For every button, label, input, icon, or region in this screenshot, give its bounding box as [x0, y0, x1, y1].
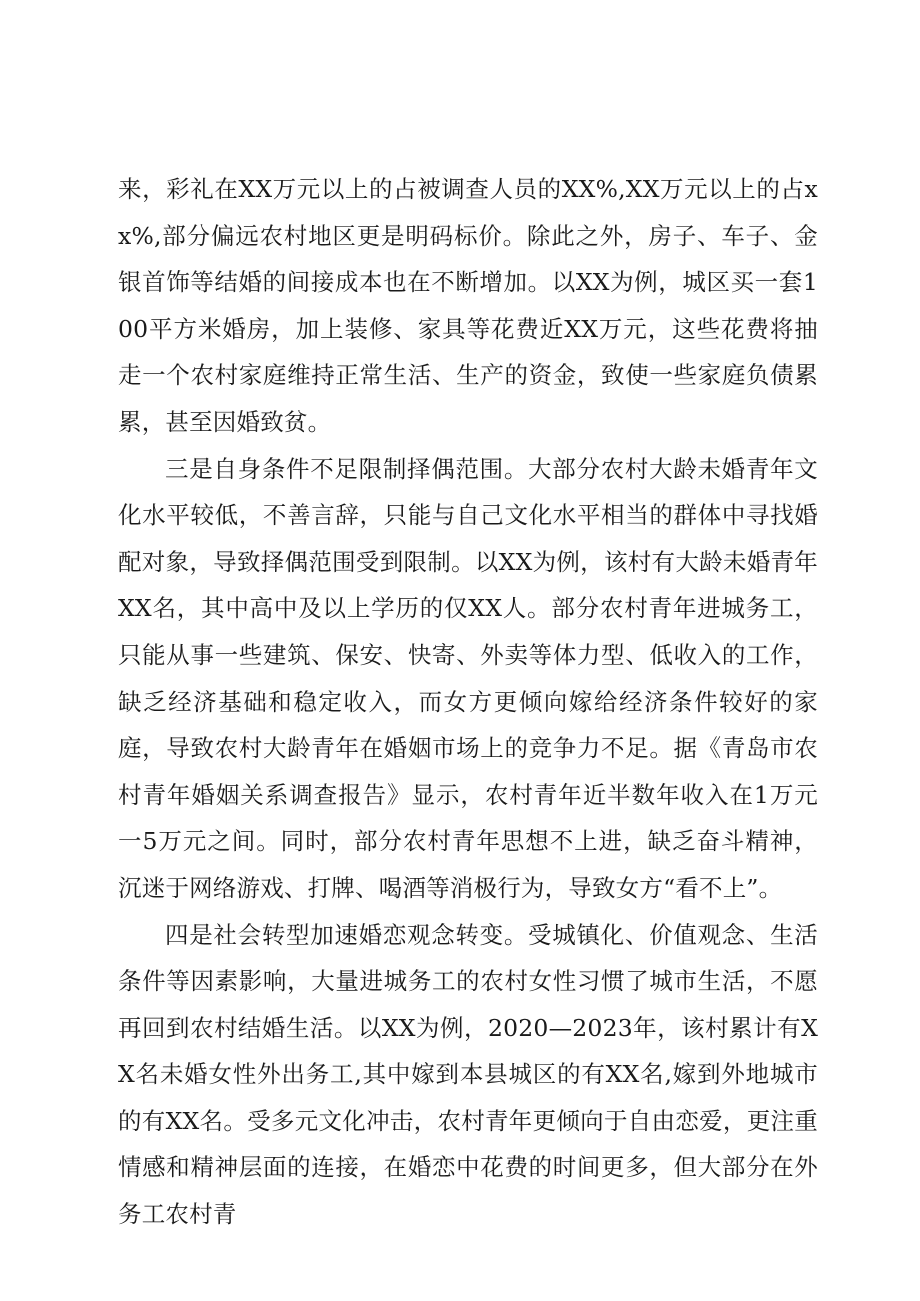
- paragraph-third-point: 三是自身条件不足限制择偶范围。大部分农村大龄未婚青年文化水平较低，不善言辞，只能与自己文化水平相当的群体中寻找婚配对象，导致择偶范围受到限制。以XX为例，该村有大龄未婚青年XX名，其中高中及以上学历的仅XX人。部分农村青年进城务工，只能从事一些建筑、保安、快寄、外卖等体力型、低收入的工作，缺乏经济基础和稳定收入，而女方更倾向嫁给经济条件较好的家庭，导致农村大龄青年在婚姻市场上的竞争力不足。据《青岛市农村青年婚姻关系调查报告》显示，农村青年近半数年收入在1万元一5万元之间。同时，部分农村青年思想不上进，缺乏奋斗精神，沉迷于网络游戏、打牌、喝酒等消极行为，导致女方“看不上”。: [118, 454, 818, 902]
- paragraph-continuation: 来，彩礼在XX万元以上的占被调查人员的XX%,XX万元以上的占xx%,部分偏远农村地区更是明码标价。除此之外，房子、车子、金银首饰等结婚的间接成本也在不断增加。以XX为例，城区买一套100平方米婚房，加上装修、家具等花费近XX万元，这些花费将抽走一个农村家庭维持正常生活、生产的资金，致使一些家庭负债累累，甚至因婚致贫。: [118, 175, 818, 436]
- paragraph-fourth-point: 四是社会转型加速婚恋观念转变。受城镇化、价值观念、生活条件等因素影响，大量进城务工的农村女性习惯了城市生活，不愿再回到农村结婚生活。以XX为例，2020—2023年，该村累计有XX名未婚女性外出务工,其中嫁到本县城区的有XX名,嫁到外地城市的有XX名。受多元文化冲击，农村青年更倾向于自由恋爱，更注重情感和精神层面的连接，在婚恋中花费的时间更多，但大部分在外务工农村青: [118, 920, 818, 1229]
- document-body: [118, 166, 818, 1238]
